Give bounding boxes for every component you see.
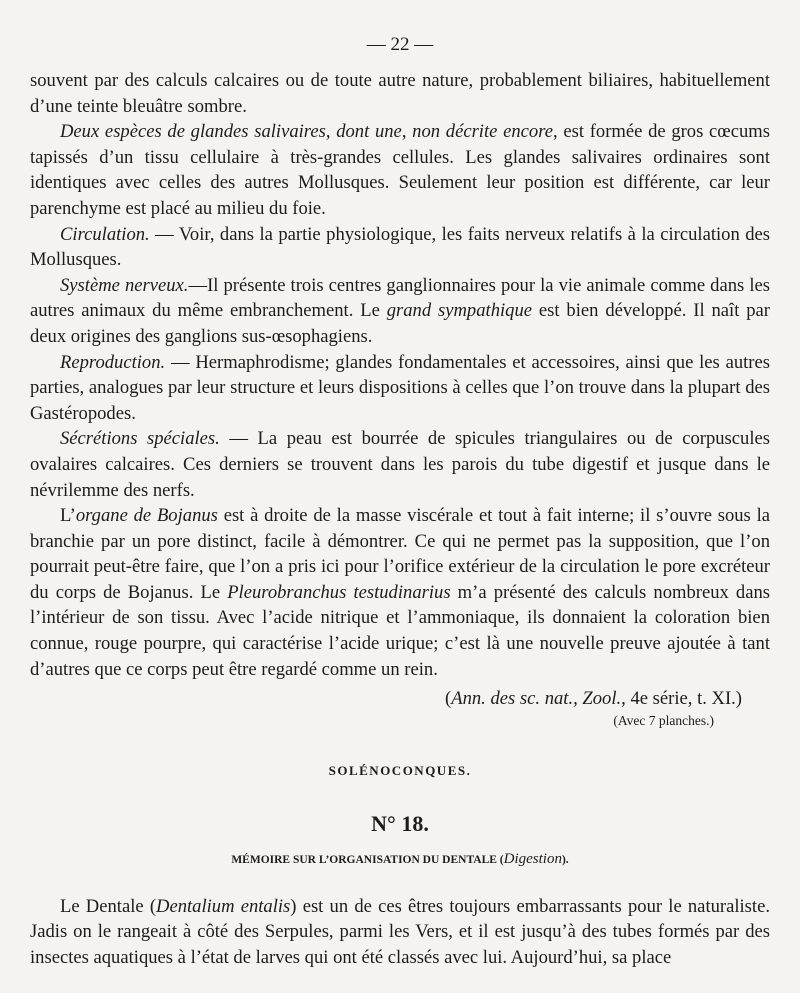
memoir-number: N° 18. [371, 811, 429, 837]
paragraph-reproduction: Reproduction. — Hermaphrodisme; glandes fondamentales et accessoires, ainsi que les autres parties, analogues par leur structure et leurs dispositions à celles que l’on trouve dans la plupart des Gastéropodes. [30, 351, 770, 424]
reproduction-heading: Reproduction. [60, 351, 166, 373]
paragraph-systeme-nerveux: Système nerveux.—Il présente trois centres ganglionnaires pour la vie animale comme dans les autres animaux du même embranchement. Le grand sympathique est bien développé. Il naît par deux origines des ganglions sus-œsophagiens. [30, 274, 770, 347]
page-number: — 22 — [366, 34, 434, 55]
reference-citation: (Ann. des sc. nat., Zool., 4e série, t. XI.) [445, 688, 742, 710]
circulation-heading: Circulation. [60, 223, 150, 245]
document-body [30, 68, 770, 970]
systeme-heading: Système nerveux. [60, 274, 189, 296]
section-heading: SOLÉNOCONQUES. [328, 762, 472, 778]
memoir-title: MÉMOIRE SUR L’ORGANISATION DU DENTALE (Digestion). [231, 851, 569, 868]
paragraph-glandes: Deux espèces de glandes salivaires, dont une, non décrite encore, est formée de gros cœcums tapissés d’un tissu cellulaire à très-grandes cellules. Les glandes salivaires ordinaires sont identiques avec celles des autres Mollusques. Seulement leur position est différente, car leur parenchyme est placé au milieu du foie. [30, 121, 770, 219]
secretions-heading: Sécrétions spéciales. [60, 428, 220, 450]
planches-note: (Avec 7 planches.) [613, 712, 714, 728]
paragraph-secretions: Sécrétions spéciales. — La peau est bourrée de spicules triangulaires ou de corpuscules ovalaires calcaires. Ces derniers se trouvent dans les parois du tube digestif et jusque dans le névrilemme des nerfs. [30, 428, 771, 501]
paragraph-continuation: souvent par des calculs calcaires ou de toute autre nature, probablement biliaires, habituellement d’une teinte bleuâtre sombre. [30, 70, 770, 117]
glandes-heading: Deux espèces de glandes salivaires [60, 121, 326, 143]
paragraph-circulation: Circulation. — Voir, dans la partie physiologique, les faits nerveux relatifs à la circulation des Mollusques. [30, 223, 770, 271]
paragraph-dentale: Le Dentale (Dentalium entalis) est un de ces êtres toujours embarrassants pour le naturaliste. Jadis on le rangeait à côté des Serpules, parmi les Vers, et il est jusqu’à des tubes formés par des insectes aquatiques à l’état de larves qui ont été classés avec lui. Aujourd’hui, sa place [30, 895, 770, 968]
paragraph-bojanus: L’organe de Bojanus est à droite de la masse viscérale et tout à fait interne; il s’ouvre sous la branchie par un pore distinct, facile à démontrer. Ce qui ne permet pas la supposition, que l’on pourrait peut-être faire, que l’on a pris ici pour l’orifice extérieur de la circulation le pore excréteur du corps de Bojanus. Le Pleurobranchus testudinarius m’a présenté des calculs nombreux dans l’intérieur de son tissu. Avec l’acide nitrique et l’ammoniaque, ils donnaient la coloration bien connue, rouge pourpre, qui caractérise l’acide urique; c’est là une nouvelle preuve ajoutée à tant d’autres que ce corps peut être regardé comme un rein. [30, 505, 770, 680]
